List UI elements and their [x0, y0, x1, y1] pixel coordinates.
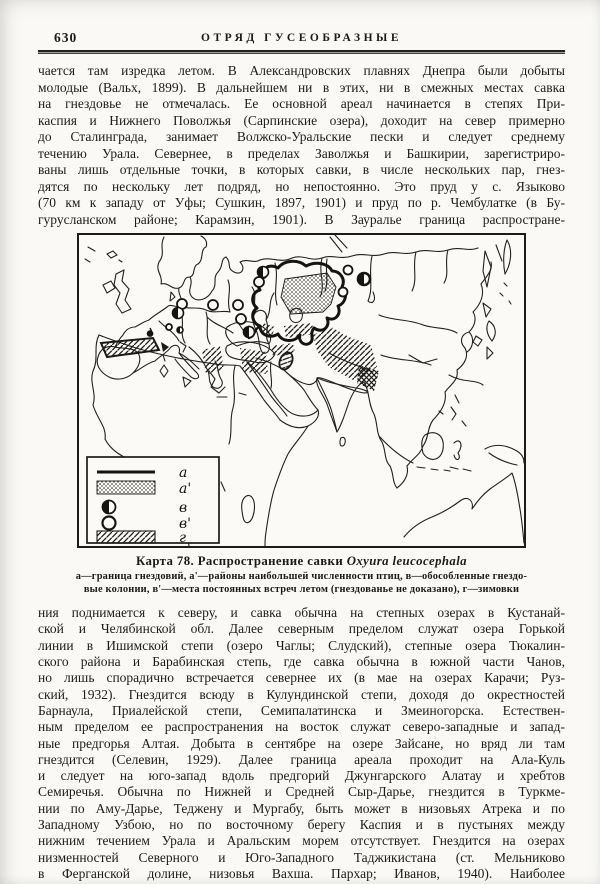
text-line: ваны лишь отдельные точки, в которых савки, в числе нескольких пар, гнез- [38, 162, 565, 177]
header-rule [38, 50, 565, 54]
page-header [38, 30, 565, 47]
highest-abundance-area [281, 273, 336, 314]
map-figure [38, 233, 565, 596]
legend-label-v: в [179, 500, 188, 516]
page-number: 630 [54, 30, 78, 45]
legend-symbol-stipple [97, 481, 155, 494]
figure-caption [38, 554, 565, 596]
map-legend-box [87, 457, 219, 546]
caption-legend [49, 571, 554, 596]
legend-symbol-hatch [97, 531, 155, 543]
caption-title [38, 554, 565, 569]
legend-label-a: а [179, 465, 188, 481]
text-line: а—граница гнездовий, а'—районы наибольшей численности птиц, в—обособленные гнездо- [75, 571, 528, 582]
text-line: низменностей Северного и Юго-Западного Таджикистана (ст. Мельниково [38, 849, 565, 865]
legend-symbol-open-circle [103, 517, 116, 530]
text-line: в Ферганской долине, низовья Вахша. Пархар; Иванов, 1940). Наиболее [38, 865, 565, 881]
text-line: на гнездовье не отмечалась. Ее основной ареал начинается в степях При- [38, 96, 565, 111]
text-line: чается там изредка летом. В Александровских плавнях Днепра были добыты [38, 63, 565, 78]
legend-symbol-half-circle [103, 501, 116, 514]
legend-label-g: г [179, 530, 187, 546]
text-line: дятся по нескольку лет подряд, но непостоянно. Это пруд у с. Языково [38, 178, 565, 194]
distribution-map [79, 235, 524, 546]
text-line: каспия и Нижнего Поволжья (Сарпинские озера), доходит на север примерно [38, 112, 565, 128]
running-title: ОТРЯД ГУСЕОБРАЗНЫЕ [201, 32, 402, 44]
text-line: Западному Узбою, но по восточному берегу Каспия и в пустынях между [38, 817, 565, 833]
text-line: нии по Аму-Дарье, Теджену и Мургабу, быть может в низовьях Атрека и по [38, 800, 565, 816]
legend-label-a-prime: а' [179, 481, 192, 497]
caption-title-text: Карта 78. Распространение савки [136, 554, 347, 568]
text-line: Семиречья. Обычна по Нижней и Средней Сыр-Дарье, гнездится в Туркме- [38, 784, 565, 800]
text-line: гурусланском районе; Карамзин, 1901). В Зауралье граница распростране- [38, 211, 565, 227]
text-line: ным пределом ее распространения на восток служат северо-западные и запад- [38, 719, 565, 735]
paragraph-1 [38, 63, 565, 228]
text-line: но лишь спорадично встречается севернее их (в мае на озерах Карачи; Руз- [38, 670, 565, 686]
text-line: до Сталинграда, занимает Волжско-Уральские пески и следует среднему [38, 129, 565, 144]
text-line: ные предгорья Алтая. Добыта в сентябре на озере Зайсане, но вряд ли там [38, 735, 565, 751]
text-line: ния поднимается к северу, и савка обычна на степных озерах в Кустанай- [38, 605, 565, 621]
text-line: линии в Ишимской степи (озеро Чаглы; Слудский), степные озера Тюкалин- [38, 637, 565, 653]
text-line: молодые (Вальх, 1899). В дальнейшем ни в этих, ни в смежных местах савка [38, 79, 565, 95]
text-line: и следует на юго-запад вдоль предгорий Джунгарского Алатау и хребтов [38, 768, 565, 784]
winter-areas [101, 323, 379, 391]
text-line: вые колонии, в'—места постоянных встреч летом (гнездованье не доказано), г—зимовки [83, 583, 520, 595]
text-line: ский, 1932). Гнездится всюду в Кулундинской степи, доходя до окрестностей [38, 686, 565, 702]
text-line: течению Урала. Севернее, в пределах Заволжья и Башкирии, зарегистриро- [38, 145, 565, 161]
map-frame [77, 233, 526, 548]
text-line: (70 км к западу от Уфы; Сушкин, 1897, 1901) и пруд по р. Чембулатке (в Бу- [38, 195, 565, 210]
text-line: Барнаула, Приалейской степи, Семипалатинска и Змеиногорска. Естествен- [38, 702, 565, 718]
text-line: гнездится (Селевин, 1929). Далее граница ареала проходит на Ала-Куль [38, 751, 565, 767]
caption-species: Oxyura leucocephala [346, 554, 467, 568]
text-line: нижним течением Урала и Аральским морем отсутствует. Гнездится на озерах [38, 833, 565, 849]
paragraph-2 [38, 605, 565, 882]
text-line: ской и Челябинской обл. Далее северным пределом служат озера Горькой [38, 621, 565, 637]
legend-label-v-prime: в' [179, 516, 191, 532]
text-line: ского района и Барабинская степь, где савка обычна в южной части Чанов, [38, 654, 565, 670]
